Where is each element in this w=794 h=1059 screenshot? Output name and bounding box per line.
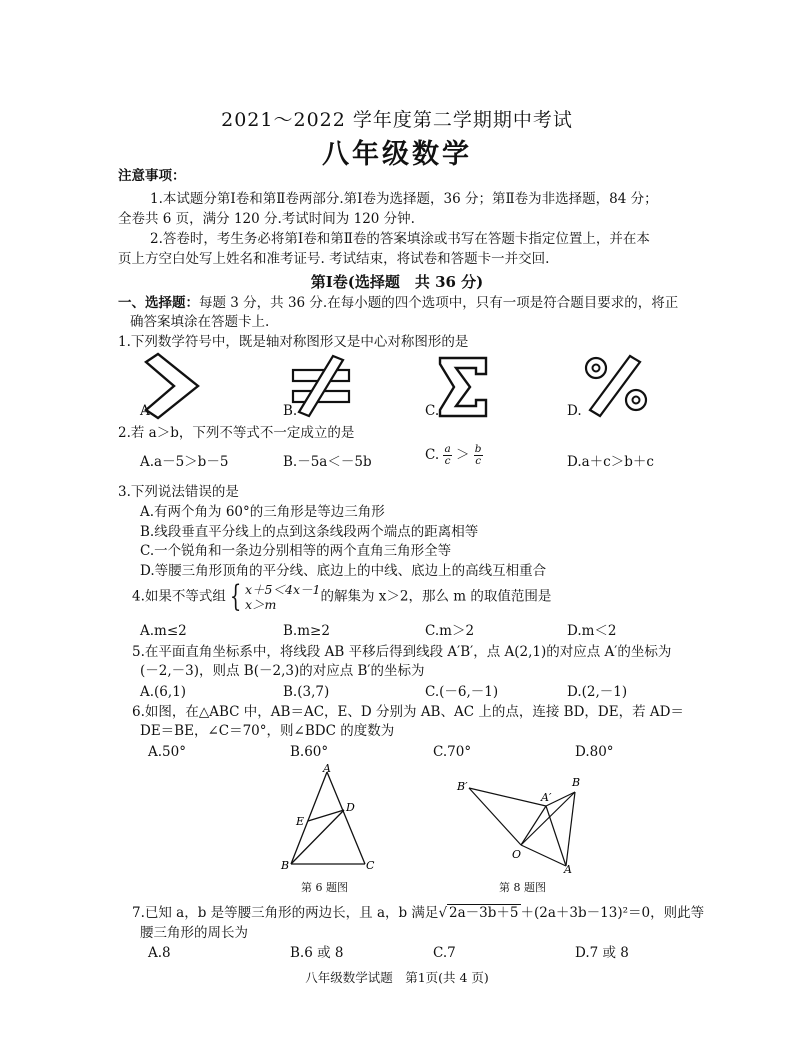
fraction-denominator: c xyxy=(475,455,482,467)
fraction-b-over-c xyxy=(474,444,483,467)
question-6-line1: 6.如图，在△ABC 中，AB＝AC，E、D 分别为 AB、AC 上的点，连接 BD，DE，若 AD＝ xyxy=(132,704,684,720)
notice-item1-line1: 1.本试题分第Ⅰ卷和第Ⅱ卷两部分.第Ⅰ卷为选择题，36 分；第Ⅱ卷为非选择题，84 分； xyxy=(150,191,658,207)
question-4-suffix: 的解集为 x＞2，那么 m 的取值范围是 xyxy=(320,588,552,605)
question-1-option-d: D. xyxy=(567,403,582,419)
label-point-a-prime: A′ xyxy=(541,791,552,804)
label-point-b: B xyxy=(572,776,581,789)
question-7-option-c: C.7 xyxy=(433,945,456,961)
page-footer: 八年级数学试题 第1页(共 4 页) xyxy=(305,970,489,985)
question-5-line1: 5.在平面直角坐标系中，将线段 AB 平移后得到线段 A′B′，点 A(2,1)的对应点 A′的坐标为 xyxy=(132,644,672,660)
label-point-o: O xyxy=(512,848,522,861)
figure-6-triangle xyxy=(275,762,385,874)
greater-sign: ＞ xyxy=(456,447,470,463)
question-3-stem: 3.下列说法错误的是 xyxy=(118,484,239,500)
label-point-a: A xyxy=(564,863,572,874)
question-4-option-c: C.m＞2 xyxy=(425,623,475,639)
question-6-option-b: B.60° xyxy=(290,744,329,760)
section-label: 一、选择题： xyxy=(118,295,199,311)
question-7-option-d: D.7 或 8 xyxy=(575,945,629,961)
question-5-option-d: D.(2,－1) xyxy=(567,684,628,700)
question-6-option-d: D.80° xyxy=(575,744,614,760)
exam-title: 2021～2022 学年度第二学期期中考试 xyxy=(221,109,573,131)
question-2-option-d: D.a＋c＞b＋c xyxy=(567,454,654,470)
fraction-numerator: a xyxy=(444,443,451,455)
label-point-e: E xyxy=(296,815,305,828)
notice-item2-line1: 2.答卷时，考生务必将第Ⅰ卷和第Ⅱ卷的答案填涂或书写在答题卡指定位置上，并在本 xyxy=(150,231,650,247)
question-3-option-c: C.一个锐角和一条边分别相等的两个直角三角形全等 xyxy=(140,543,452,559)
question-7-line1 xyxy=(132,904,704,922)
notice-item2-line2: 页上方空白处写上姓名和准考证号. 考试结束，将试卷和答题卡一并交回. xyxy=(118,251,550,267)
question-1-option-c: C. xyxy=(425,403,440,419)
sqrt-sign: √ xyxy=(438,905,448,921)
question-7-line2: 腰三角形的周长为 xyxy=(140,925,248,941)
label-point-a: A xyxy=(323,762,331,775)
notice-heading: 注意事项： xyxy=(118,168,186,184)
question-2-option-a: A.a－5＞b－5 xyxy=(140,454,229,470)
inequality-system xyxy=(245,582,320,612)
label-point-c: C xyxy=(366,859,375,872)
figure-8-rotation xyxy=(455,772,590,874)
system-brace: { xyxy=(229,579,242,614)
figure-6-caption: 第 6 题图 xyxy=(301,881,348,894)
question-2-option-c xyxy=(425,444,483,467)
figure-8-caption: 第 8 题图 xyxy=(499,881,546,894)
fraction-numerator: b xyxy=(474,443,482,455)
question-4-option-a: A.m≤2 xyxy=(140,623,187,639)
notice-item1-line2: 全卷共 6 页，满分 120 分.考试时间为 120 分钟. xyxy=(118,211,415,227)
label-point-b: B xyxy=(281,859,290,872)
part1-heading: 第Ⅰ卷(选择题 共 36 分) xyxy=(310,273,484,291)
question-5-option-b: B.(3,7) xyxy=(283,684,330,700)
part1-instruction-line2: 确答案填涂在答题卡上. xyxy=(130,314,270,330)
question-7-option-a: A.8 xyxy=(148,945,171,961)
label-point-b-prime: B′ xyxy=(457,780,468,793)
question-5-option-a: A.(6,1) xyxy=(140,684,187,700)
fraction-a-over-c xyxy=(443,444,451,467)
question-7-prefix: 7.已知 a，b 是等腰三角形的两边长，且 a，b 满足 xyxy=(132,905,439,921)
question-5-option-c: C.(－6,－1) xyxy=(425,684,499,700)
question-5-line2: (－2,－3)，则点 B(－2,3)的对应点 B′的坐标为 xyxy=(140,663,425,679)
question-3-option-d: D.等腰三角形顶角的平分线、底边上的中线、底边上的高线互相重合 xyxy=(140,563,547,579)
label-point-d: D xyxy=(346,801,355,814)
symbol-percent-icon xyxy=(578,352,650,420)
question-7-option-b: B.6 或 8 xyxy=(290,945,344,961)
question-2-stem: 2.若 a＞b，下列不等式不一定成立的是 xyxy=(118,425,355,441)
symbol-sigma-icon xyxy=(436,356,492,418)
instruction-text: 每题 3 分，共 36 分.在每小题的四个选项中，只有一项是符合题目要求的，将正 xyxy=(199,295,679,311)
part1-instruction-line1 xyxy=(118,294,678,312)
question-4-option-b: B.m≥2 xyxy=(283,623,330,639)
question-4-option-d: D.m＜2 xyxy=(567,623,617,639)
question-1-option-b: B. xyxy=(283,403,298,419)
question-4-stem xyxy=(132,579,552,614)
question-1-option-a: A. xyxy=(140,403,155,419)
fraction-denominator: c xyxy=(444,455,451,467)
question-3-option-a: A.有两个角为 60°的三角形是等边三角形 xyxy=(140,504,385,520)
question-6-option-c: C.70° xyxy=(433,744,472,760)
question-6-line2: DE＝BE，∠C＝70°，则∠BDC 的度数为 xyxy=(140,723,395,739)
question-7-suffix: ＋(2a＋3b－13)²＝0，则此等 xyxy=(520,905,705,921)
sqrt-radicand: 2a－3b＋5 xyxy=(449,905,519,921)
question-2-option-b: B.－5a＜－5b xyxy=(283,454,372,470)
inequality-2: x＞m xyxy=(244,597,277,612)
question-1-stem: 1.下列数学符号中，既是轴对称图形又是中心对称图形的是 xyxy=(118,334,469,350)
option-c-label: C. xyxy=(425,447,440,463)
exam-subject: 八年级数学 xyxy=(322,139,472,170)
inequality-1: x＋5＜4x－1 xyxy=(244,582,321,597)
question-3-option-b: B.线段垂直平分线上的点到这条线段两个端点的距离相等 xyxy=(140,524,479,540)
question-6-option-a: A.50° xyxy=(148,744,186,760)
question-4-prefix: 4.如果不等式组 xyxy=(132,588,226,605)
